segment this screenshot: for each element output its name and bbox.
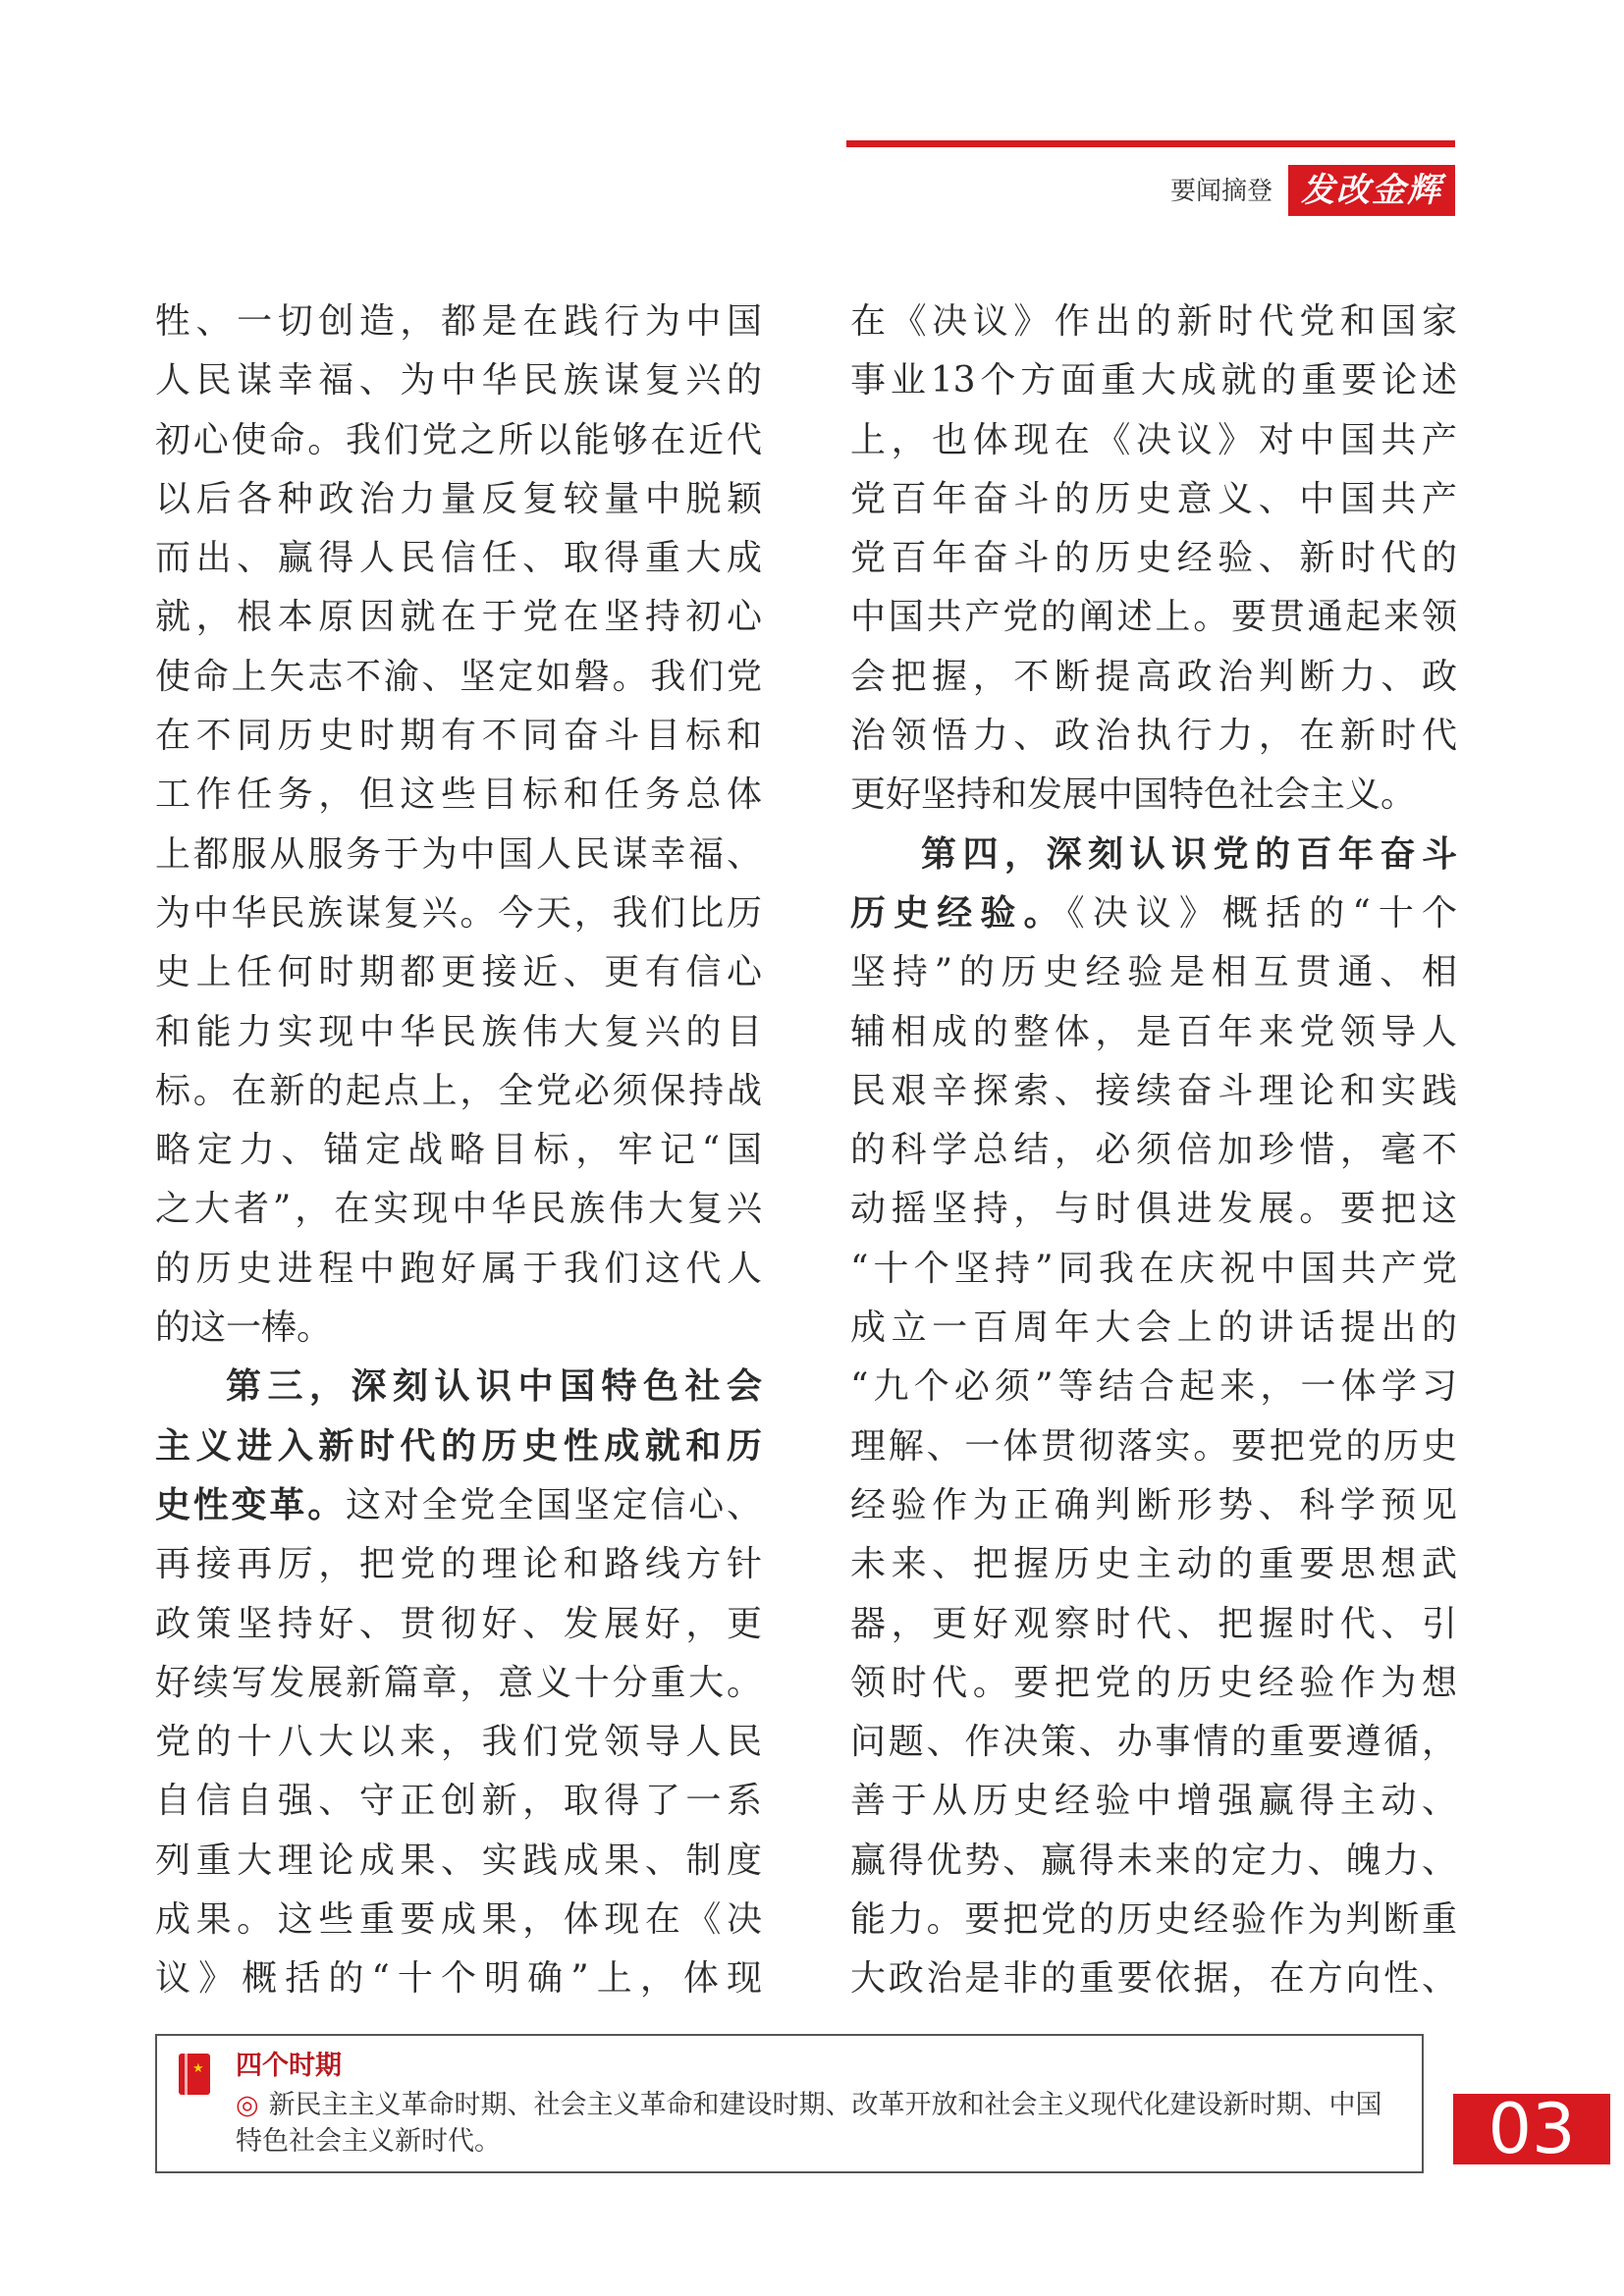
text-line	[155, 1358, 762, 1416]
body-text: 这对全党全国坚定信心、	[346, 1484, 762, 1525]
bold-heading-text: 第三，深刻认识中国特色社会	[226, 1366, 762, 1408]
body-text: 党百年奋斗的历史经验、新时代的	[850, 538, 1457, 579]
text-line	[850, 766, 1457, 825]
body-text: 器，更好观察时代、把握时代、引	[850, 1603, 1457, 1644]
body-text: 事业13个方面重大成就的重要论述	[850, 360, 1457, 401]
body-text: 上都服从服务于为中国人民谋幸福、	[155, 833, 762, 875]
note-bullet-icon: ◎	[236, 2090, 259, 2120]
text-line	[850, 1654, 1457, 1713]
text-line	[155, 411, 762, 470]
body-text: 在不同历史时期有不同奋斗目标和	[155, 716, 762, 757]
bold-heading-text: 第四，深刻认识党的百年奋斗	[921, 833, 1457, 875]
body-text: 善于从历史经验中增强赢得主动、	[850, 1781, 1457, 1822]
text-line	[850, 1476, 1457, 1535]
star-icon: ★	[192, 2061, 204, 2076]
note-title: 四个时期	[236, 2051, 342, 2081]
body-text: 就，根本原因就在于党在坚持初心	[155, 597, 762, 638]
body-text: 牲、一切创造，都是在践行为中国	[155, 301, 762, 342]
text-line	[155, 1062, 762, 1121]
text-line	[850, 648, 1457, 707]
body-text: 成果。这些重要成果，体现在《决	[155, 1899, 762, 1941]
body-text: 能力。要把党的历史经验作为判断重	[850, 1899, 1457, 1941]
body-text: 之大者”，在实现中华民族伟大复兴	[155, 1189, 762, 1230]
page-number: 03	[1453, 2094, 1610, 2164]
body-text: 在《决议》作出的新时代党和国家	[850, 301, 1457, 342]
body-text: 党百年奋斗的历史意义、中国共产	[850, 478, 1457, 519]
body-text: 问题、作决策、办事情的重要遵循，	[850, 1722, 1457, 1763]
text-line	[850, 884, 1457, 943]
body-text: 未来、把握历史主动的重要思想武	[850, 1544, 1457, 1585]
body-text: 领时代。要把党的历史经验作为想	[850, 1662, 1457, 1703]
body-text: 民艰辛探索、接续奋斗理论和实践	[850, 1070, 1457, 1111]
body-text: 再接再厉，把党的理论和路线方针	[155, 1544, 762, 1585]
text-line	[155, 1240, 762, 1299]
body-text: 好续写发展新篇章，意义十分重大。	[155, 1662, 762, 1703]
body-text: 《决议》概括的“十个	[1066, 892, 1457, 934]
text-line	[155, 707, 762, 766]
header-brand-logo: 发改金辉	[1288, 165, 1455, 216]
text-line	[155, 1121, 762, 1180]
body-text: 大政治是非的重要依据，在方向性、	[850, 1958, 1457, 2000]
text-line	[850, 1713, 1457, 1772]
text-line	[850, 826, 1457, 884]
text-line	[850, 411, 1457, 470]
text-line	[155, 529, 762, 588]
text-line	[850, 943, 1457, 1002]
text-line	[155, 470, 762, 529]
book-icon	[179, 2054, 210, 2095]
body-text: 上，也体现在《决议》对中国共产	[850, 419, 1457, 460]
text-line	[850, 1417, 1457, 1476]
article-right-column	[850, 293, 1457, 2009]
body-text: 政策坚持好、贯彻好、发展好，更	[155, 1603, 762, 1644]
text-line	[155, 1595, 762, 1654]
body-text: 议》概括的“十个明确”上，体现	[155, 1958, 762, 2000]
body-text: 和能力实现中华民族伟大复兴的目	[155, 1011, 762, 1052]
body-text: 为中华民族谋复兴。今天，我们比历	[155, 892, 762, 934]
text-line	[155, 1299, 762, 1358]
text-line	[850, 1180, 1457, 1239]
body-text: 而出、赢得人民信任、取得重大成	[155, 538, 762, 579]
text-line	[850, 470, 1457, 529]
note-text: 新民主主义革命时期、社会主义革命和建设时期、改革开放和社会主义现代化建设新时期、中国特色社会主义新时代。	[236, 2090, 1382, 2157]
text-line	[155, 1832, 762, 1891]
text-line	[850, 1832, 1457, 1891]
note-body	[236, 2087, 1394, 2160]
body-text: 的科学总结，必须倍加珍惜，毫不	[850, 1130, 1457, 1171]
text-line	[850, 1062, 1457, 1121]
body-text: 会把握，不断提高政治判断力、政	[850, 656, 1457, 697]
text-line	[155, 1476, 762, 1535]
header-rule	[846, 140, 1455, 147]
body-text: 坚持”的历史经验是相互贯通、相	[850, 952, 1457, 993]
text-line	[850, 1949, 1457, 2008]
body-text: 史上任何时期都更接近、更有信心	[155, 952, 762, 993]
text-line	[850, 1891, 1457, 1949]
body-text: 中国共产党的阐述上。要贯通起来领	[850, 597, 1457, 638]
text-line	[850, 1003, 1457, 1062]
text-line	[155, 1180, 762, 1239]
text-line	[850, 1595, 1457, 1654]
text-line	[850, 588, 1457, 647]
body-text: 党的十八大以来，我们党领导人民	[155, 1722, 762, 1763]
body-text: 人民谋幸福、为中华民族谋复兴的	[155, 360, 762, 401]
text-line	[850, 293, 1457, 351]
body-text: 辅相成的整体，是百年来党领导人	[850, 1011, 1457, 1052]
text-line	[155, 826, 762, 884]
text-line	[155, 1535, 762, 1594]
body-text: 经验作为正确判断形势、科学预见	[850, 1484, 1457, 1525]
glossary-note-box	[155, 2034, 1424, 2173]
text-line	[850, 1240, 1457, 1299]
body-text: 更好坚持和发展中国特色社会主义。	[850, 774, 1417, 816]
header-section-label: 要闻摘登	[1170, 177, 1273, 206]
text-line	[155, 1654, 762, 1713]
text-line	[850, 1358, 1457, 1416]
body-text: 的这一棒。	[155, 1308, 333, 1349]
body-text: 的历史进程中跑好属于我们这代人	[155, 1248, 762, 1289]
body-text: 自信自强、守正创新，取得了一系	[155, 1781, 762, 1822]
body-text: 成立一百周年大会上的讲话提出的	[850, 1308, 1457, 1349]
text-line	[850, 351, 1457, 410]
body-text: 列重大理论成果、实践成果、制度	[155, 1840, 762, 1881]
text-line	[155, 884, 762, 943]
text-line	[155, 648, 762, 707]
body-text: 略定力、锚定战略目标，牢记“国	[155, 1130, 762, 1171]
body-text: “九个必须”等结合起来，一体学习	[850, 1366, 1457, 1408]
bold-heading-text: 历史经验。	[850, 892, 1067, 934]
text-line	[850, 529, 1457, 588]
text-line	[155, 1713, 762, 1772]
text-line	[155, 943, 762, 1002]
body-text: 治领悟力、政治执行力，在新时代	[850, 716, 1457, 757]
body-text: 使命上矢志不渝、坚定如磐。我们党	[155, 656, 762, 697]
text-line	[155, 1949, 762, 2008]
body-text: “十个坚持”同我在庆祝中国共产党	[850, 1248, 1457, 1289]
text-line	[155, 766, 762, 825]
article-left-column	[155, 293, 762, 2009]
bold-heading-text: 史性变革。	[155, 1484, 346, 1525]
text-line	[850, 707, 1457, 766]
text-line	[155, 351, 762, 410]
text-line	[155, 588, 762, 647]
text-line	[155, 1003, 762, 1062]
text-line	[850, 1299, 1457, 1358]
text-line	[850, 1121, 1457, 1180]
body-text: 工作任务，但这些目标和任务总体	[155, 774, 762, 816]
text-line	[155, 293, 762, 351]
text-line	[850, 1772, 1457, 1831]
bold-heading-text: 主义进入新时代的历史性成就和历	[155, 1425, 762, 1467]
body-text: 赢得优势、赢得未来的定力、魄力、	[850, 1840, 1457, 1881]
body-text: 标。在新的起点上，全党必须保持战	[155, 1070, 762, 1111]
text-line	[155, 1417, 762, 1476]
text-line	[155, 1772, 762, 1831]
body-text: 以后各种政治力量反复较量中脱颖	[155, 478, 762, 519]
body-text: 初心使命。我们党之所以能够在近代	[155, 419, 762, 460]
text-line	[850, 1535, 1457, 1594]
body-text: 理解、一体贯彻落实。要把党的历史	[850, 1425, 1457, 1467]
body-text: 动摇坚持，与时俱进发展。要把这	[850, 1189, 1457, 1230]
text-line	[155, 1891, 762, 1949]
